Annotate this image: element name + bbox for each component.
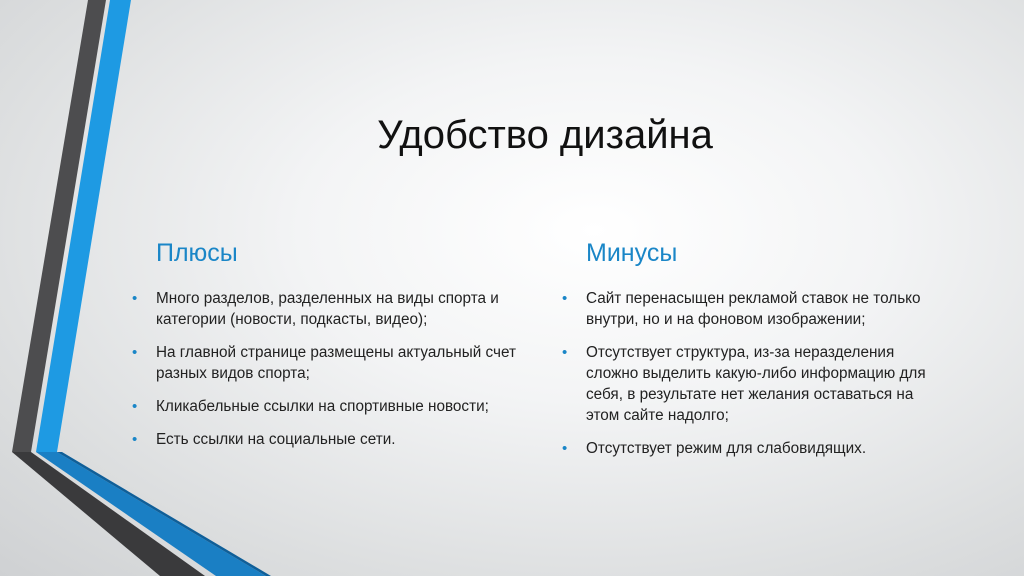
list-item: • Кликабельные ссылки на спортивные новости;: [132, 398, 489, 415]
list-item: • Много разделов, разделенных на виды спорта и категории (новости, подкасты, видео);: [132, 290, 499, 328]
list-item: • Отсутствует режим для слабовидящих.: [562, 440, 867, 457]
bullet-icon: •: [562, 440, 568, 457]
slide-title: Удобство дизайна: [377, 113, 713, 157]
list-item: • Есть ссылки на социальные сети.: [132, 431, 396, 448]
bullet-icon: •: [132, 290, 138, 307]
list-item: • На главной странице размещены актуальный счет разных видов спорта;: [132, 344, 516, 382]
gray-diagonal: [12, 452, 205, 576]
bullet-icon: •: [562, 290, 568, 307]
bullet-icon: •: [132, 431, 138, 448]
pros-heading: Плюсы: [156, 239, 238, 267]
bullet-icon: •: [132, 344, 138, 361]
cons-list: [560, 288, 945, 471]
cons-heading: Минусы: [586, 239, 678, 267]
list-item: • Сайт перенасыщен рекламой ставок не только внутри, но и на фоновом изображении;: [562, 290, 921, 328]
pros-list: [130, 288, 530, 462]
bullet-icon: •: [132, 398, 138, 415]
list-item: • Отсутствует структура, из-за неразделения сложно выделить какую-либо информацию для себя, в результате нет желания оставаться на этом сайте надолго;: [562, 344, 926, 424]
bullet-icon: •: [562, 344, 568, 361]
